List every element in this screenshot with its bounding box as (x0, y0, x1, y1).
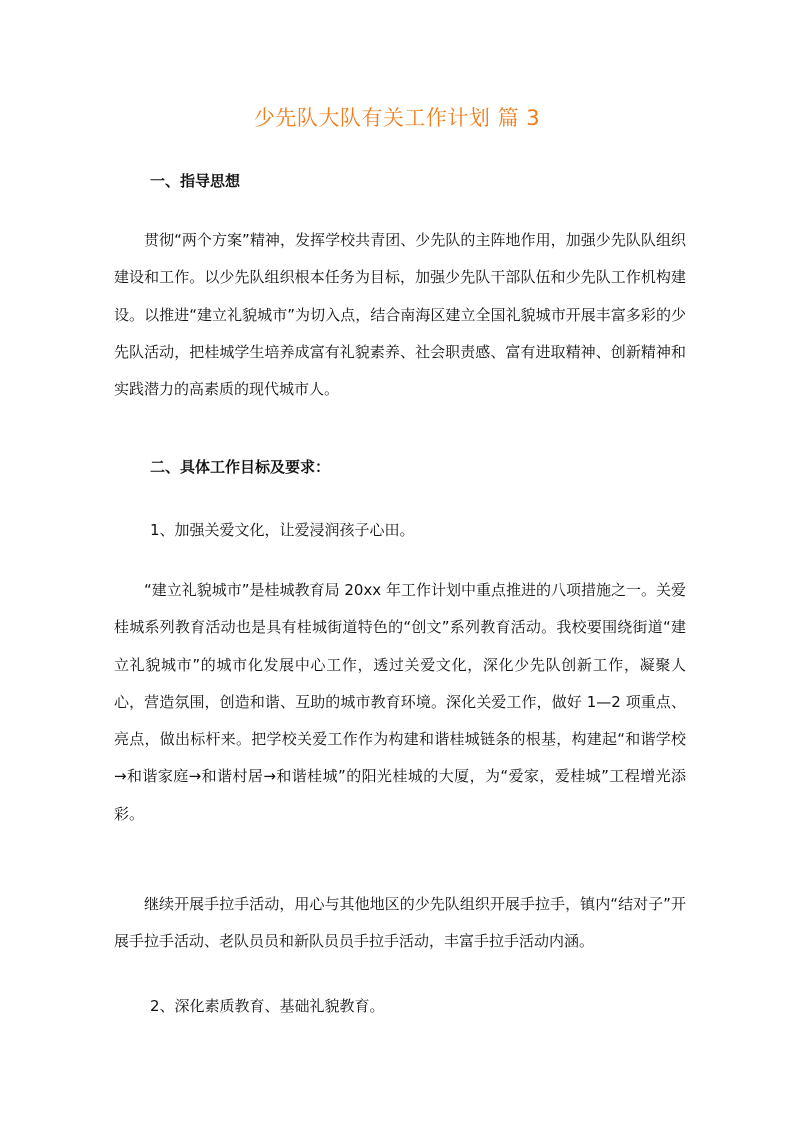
list-item-2: 2、深化素质教育、基础礼貌教育。 (150, 997, 385, 1015)
paragraph-guiding-ideology: 贯彻“两个方案”精神，发挥学校共青团、少先队的主阵地作用，加强少先队队组织建设和工作。以少先队组织根本任务为目标，加强少先队干部队伍和少先队工作机构建设。以推进“建立礼貌城市”为切入点，结合南海区建立全国礼貌城市开展丰富多彩的少先队活动，把桂城学生培养成富有礼貌素养、社会职责感、富有进取精神、创新精神和实践潜力的高素质的现代城市人。 (114, 231, 686, 399)
section-heading-guiding-ideology: 一、指导思想 (150, 172, 241, 190)
paragraph-item1-detail: “建立礼貌城市”是桂城教育局 20xx 年工作计划中重点推进的八项措施之一。关爱桂城系列教育活动也是具有桂城街道特色的“创文”系列教育活动。我校要围绕街道“建立礼貌城市”的城市化发展中心工作，透过关爱文化，深化少先队创新工作，凝聚人心，营造氛围，创造和谐、互助的城市教育环境。深化关爱工作，做好 1—2 项重点、亮点，做出标杆来。把学校关爱工作作为构建和谐桂城链条的根基，构建起“和谐学校→和谐家庭→和谐村居→和谐桂城”的阳光桂城的大厦，为“爱家，爱桂城”工程增光添彩。 (114, 581, 686, 823)
list-item-1: 1、加强关爱文化，让爱浸润孩子心田。 (150, 521, 415, 539)
section-heading-work-goals: 二、具体工作目标及要求： (150, 458, 331, 476)
document-title: 少先队大队有关工作计划 篇 3 (253, 106, 541, 130)
paragraph-item1-hand-in-hand: 继续开展手拉手活动，用心与其他地区的少先队组织开展手拉手，镇内“结对子”开展手拉手活动、老队员员和新队员员手拉手活动，丰富手拉手活动内涵。 (114, 895, 686, 951)
